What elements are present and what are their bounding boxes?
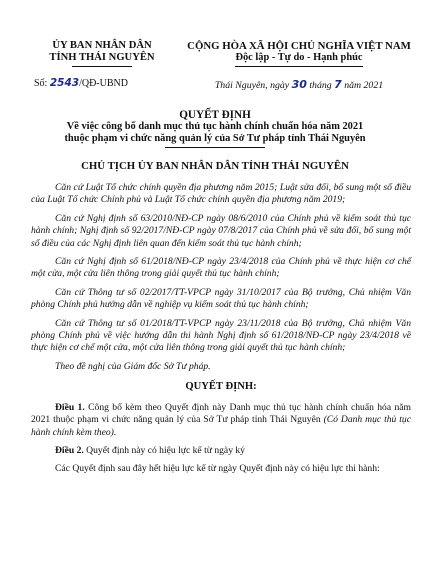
national-motto: Độc lập - Tự do - Hạnh phúc <box>235 52 363 63</box>
article-1-label: Điều 1. <box>55 401 85 413</box>
subject-line1: Về việc công bố danh mục thủ tục hành chính chuẩn hóa năm 2021 <box>66 121 364 132</box>
authority-name-line1: ỦY BAN NHÂN DÂN <box>52 40 152 51</box>
article-1-text: Công bố kèm theo Quyết định này Danh mục thủ tục hành chính chuẩn hóa năm 2021 thuộc phạm vi chức năng quản lý của Sở Tư pháp tỉnh Thái Nguyên <box>31 401 412 426</box>
document-number: Số: 2543/QĐ-UBND <box>34 77 128 89</box>
authority-name-line2: TỈNH THÁI NGUYÊN <box>49 52 155 63</box>
article-1 <box>31 402 411 439</box>
article-1-note: (Có Danh mục thủ tục hành chính kèm theo). <box>31 414 411 438</box>
national-heading-block <box>176 40 422 91</box>
subject-line2: thuộc phạm vi chức năng quản lý của Sở Tư pháp tỉnh Thái Nguyên <box>64 133 366 144</box>
decision-heading: QUYẾT ĐỊNH: <box>185 381 257 393</box>
closing-paragraph: Các Quyết định sau đây hết hiệu lực kể từ ngày Quyết định này có hiệu lực thi hành: <box>55 463 380 475</box>
recital: Căn cứ Nghị định số 61/2018/NĐ-CP ngày 23/4/2018 của Chính phủ về thực hiện cơ chế một cửa, một cửa liên thông trong giải quyết thủ tục hành chính; <box>31 256 411 280</box>
issue-date: Thái Nguyên, ngày 30 tháng 7 năm 2021 <box>214 78 384 91</box>
article-2 <box>31 445 411 457</box>
recital: Theo đề nghị của Giám đốc Sở Tư pháp. <box>55 360 211 372</box>
document-subject <box>20 121 410 148</box>
recital: Căn cứ Luật Tổ chức chính quyền địa phương năm 2015; Luật sửa đổi, bổ sung một số điều của Luật Tổ chức Chính phủ và Luật Tổ chức chính quyền địa phương năm 2019; <box>31 182 411 206</box>
article-2-text: Quyết định này có hiệu lực kể từ ngày ký <box>83 444 245 456</box>
recital: Căn cứ Nghị định số 63/2010/NĐ-CP ngày 08/6/2010 của Chính phủ về kiểm soát thủ tục hành chính; Nghị định số 92/2017/NĐ-CP ngày 07/8/2017 của Chính phủ về sửa đổi, bổ sung một số điều của các Nghị định liên quan đến kiểm soát thủ tục hành chính; <box>31 212 411 249</box>
motto-underline <box>235 66 363 67</box>
handwritten-month: 7 <box>334 78 342 91</box>
subject-underline <box>165 147 265 148</box>
document-title: QUYẾT ĐỊNH <box>179 109 251 121</box>
handwritten-number: 2543 <box>49 77 80 89</box>
issuer-title: CHỦ TỊCH ỦY BAN NHÂN DÂN TỈNH THÁI NGUYÊN <box>81 160 349 172</box>
article-2-label: Điều 2. <box>55 444 84 456</box>
recital: Căn cứ Thông tư số 02/2017/TT-VPCP ngày 31/10/2017 của Bộ trưởng, Chủ nhiệm Văn phòng Chính phủ hướng dẫn về nghiệp vụ kiểm soát thủ tục hành chính; <box>31 286 411 311</box>
handwritten-day: 30 <box>291 78 307 91</box>
national-title: CỘNG HÒA XÃ HỘI CHỦ NGHĨA VIỆT NAM <box>187 40 411 52</box>
recital: Căn cứ Thông tư số 01/2018/TT-VPCP ngày 23/11/2018 của Bộ trưởng, Chủ nhiệm Văn phòng Chính phủ về việc hướng dẫn thi hành Nghị định số 61/2018/NĐ-CP ngày 23/4/2018 về thực hiện cơ chế một cửa, một cửa liên thông trong giải quyết thủ tục hành chính; <box>31 317 411 354</box>
issuing-authority-block <box>28 40 176 89</box>
document-body <box>31 182 411 482</box>
authority-underline <box>72 66 132 67</box>
